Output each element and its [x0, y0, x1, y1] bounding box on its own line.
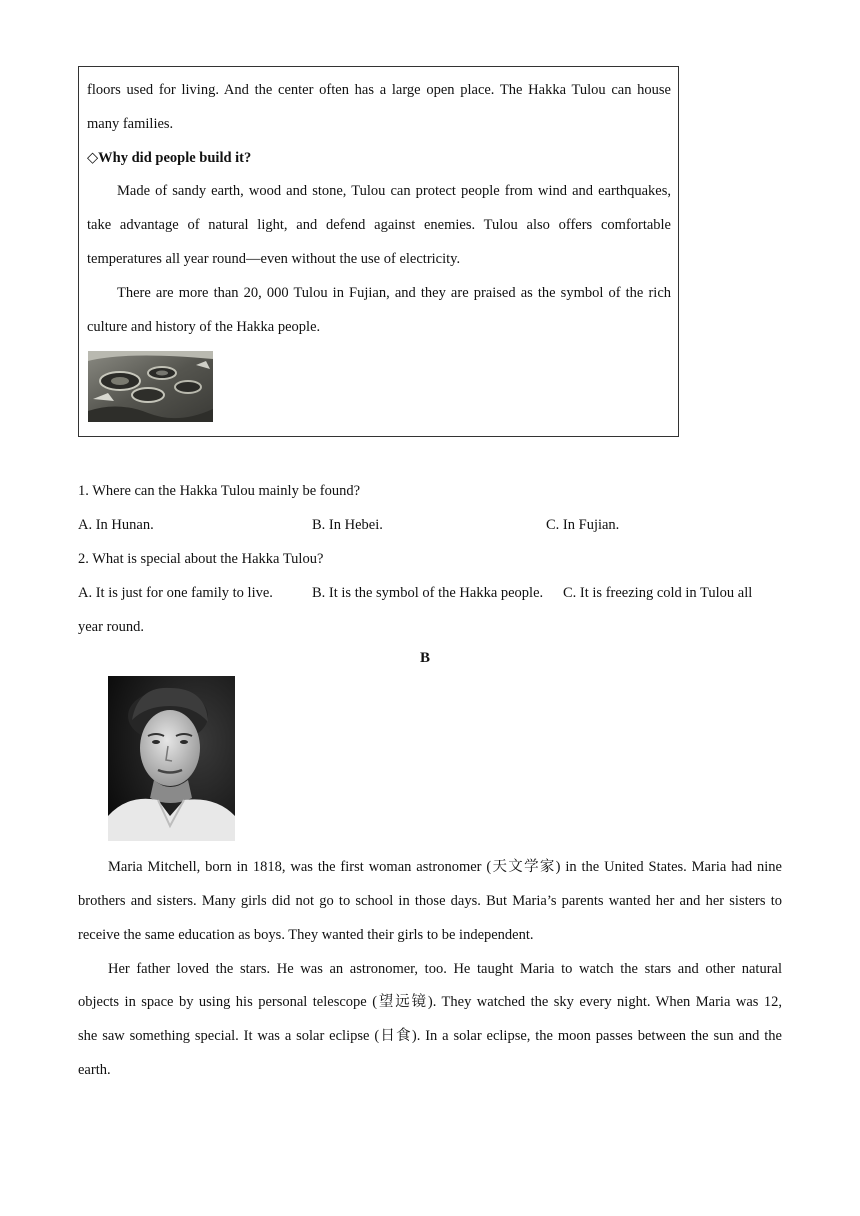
question-1: 1. Where can the Hakka Tulou mainly be found?	[78, 483, 361, 499]
portrait-photo-image	[108, 676, 235, 841]
section-heading-text: Why did people build it?	[98, 150, 252, 166]
passage-line: Her father loved the stars. He was an astronomer, too. He taught Maria to watch the stars and other natural	[108, 961, 782, 977]
passage-line: brothers and sisters. Many girls did not go to school in those days. But Maria’s parents wanted her and her sisters to	[78, 893, 782, 909]
q1-option-c: C. In Fujian.	[546, 517, 620, 533]
passage-line: There are more than 20, 000 Tulou in Fujian, and they are praised as the symbol of the rich	[117, 285, 671, 301]
portrait-photo	[108, 676, 235, 841]
q1-option-b: B. In Hebei.	[312, 517, 383, 533]
passage-line: temperatures all year round—even without the use of electricity.	[87, 251, 461, 267]
tulou-photo-image	[88, 351, 213, 422]
passage-line: objects in space by using his personal telescope (望远镜). They watched the sky every night. When Maria was 12,	[78, 994, 782, 1010]
q2-option-c: C. It is freezing cold in Tulou all	[563, 585, 753, 601]
q1-option-a: A. In Hunan.	[78, 517, 154, 533]
q2-option-c-continued: year round.	[78, 619, 145, 635]
passage-line: receive the same education as boys. They wanted their girls to be independent.	[78, 927, 534, 943]
passage-line: take advantage of natural light, and defend against enemies. Tulou also offers comfortable	[87, 217, 671, 233]
passage-line: floors used for living. And the center often has a large open place. The Hakka Tulou can house	[87, 82, 671, 98]
passage-line: she saw something special. It was a solar eclipse (日食). In a solar eclipse, the moon passes between the sun and the	[78, 1028, 782, 1044]
passage-line: Made of sandy earth, wood and stone, Tulou can protect people from wind and earthquakes,	[117, 183, 671, 199]
question-2: 2. What is special about the Hakka Tulou?	[78, 551, 324, 567]
section-heading	[87, 148, 251, 168]
passage-line: Maria Mitchell, born in 1818, was the first woman astronomer (天文学家) in the United States. Maria had nine	[108, 859, 782, 875]
section-label: B	[420, 650, 431, 666]
passage-line: many families.	[87, 116, 174, 132]
tulou-photo	[88, 351, 213, 422]
passage-line: culture and history of the Hakka people.	[87, 319, 321, 335]
q2-option-a: A. It is just for one family to live.	[78, 585, 273, 601]
diamond-icon: ◇	[87, 150, 99, 166]
passage-line: earth.	[78, 1062, 111, 1078]
q2-option-b: B. It is the symbol of the Hakka people.	[312, 585, 544, 601]
